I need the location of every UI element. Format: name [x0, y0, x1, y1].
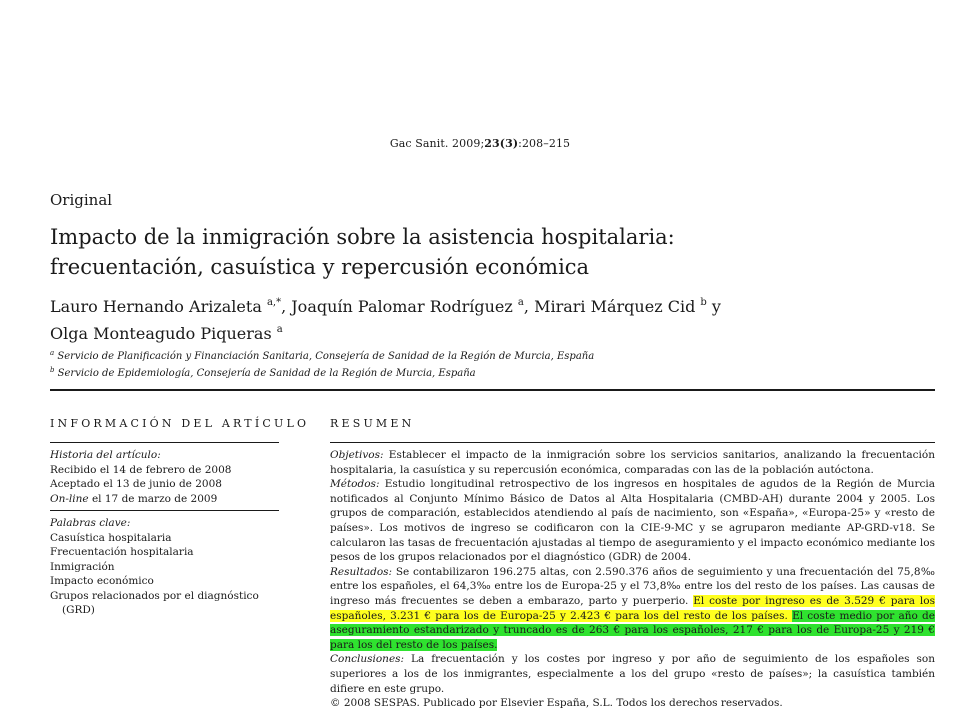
author-1-affil: a,* [266, 297, 282, 308]
affiliation-b: $^b$ Servicio de Epidemiología, Consejería de Sanidad de la Región de Murcia, España [50, 365, 476, 379]
keyword: Grupos relacionados por el diagnóstico [50, 589, 259, 602]
highlight-green: El coste medio por año de aseguramiento estandarizado y truncado es de 263 € para los españoles, 217 € para los de Europa-25 y 219 € para los del resto de los países. [330, 609, 935, 651]
article-info-heading: INFORMACIÓN DEL ARTÍCULO [50, 417, 310, 430]
authors-line-1 [50, 291, 721, 318]
keywords [50, 516, 279, 618]
keyword: Impacto económico [50, 575, 154, 587]
author-2-affil: a [517, 297, 524, 308]
citation-pages: :208–215 [518, 137, 571, 150]
keyword: Inmigración [50, 560, 115, 573]
copyright: © 2008 SESPAS. Publicado por Elsevier España, S.L. Todos los derechos reservados. [330, 697, 783, 710]
citation-prefix: Gac Sanit. 2009; [389, 137, 485, 150]
author-4-affil: a [276, 324, 283, 335]
article-history [50, 448, 279, 506]
author-4: Olga Monteagudo Piqueras [50, 324, 272, 343]
authors-line-2 [50, 318, 721, 345]
keyword: Casuística hospitalaria [50, 531, 172, 544]
author-1: Lauro Hernando Arizaleta [50, 297, 262, 316]
affiliation-a: $^a$ Servicio de Planificación y Financiación Sanitaria, Consejería de Sanidad de la Región de Murcia, España [50, 349, 595, 362]
history-online: On-line el 17 de marzo de 2009 [50, 492, 218, 505]
affiliations [50, 347, 594, 380]
keyword: Frecuentación hospitalaria [50, 546, 194, 558]
abstract-heading: RESUMEN [330, 417, 415, 430]
journal-citation [0, 137, 960, 150]
title-line-2: frecuentación, casuística y repercusión económica [50, 255, 590, 279]
history-received: Recibido el 14 de febrero de 2008 [50, 463, 232, 476]
history-rule [50, 510, 279, 511]
info-heading-rule [50, 442, 279, 443]
header-divider [50, 389, 935, 391]
objetivos-label: Objetivos: [330, 449, 384, 461]
article-title [50, 222, 675, 282]
abstract-body [330, 448, 935, 711]
resultados-label: Resultados: [330, 565, 393, 578]
citation-volume-issue: 23(3) [484, 137, 519, 150]
abstract-conclusiones: Conclusiones: La frecuentación y los costes por ingreso y por año de seguimiento de los españoles son superiores a los de los inmigrantes, especialmente a los del grupo «resto de países»; la casuística también difiere en este grupo. [330, 653, 935, 695]
conclusiones-label: Conclusiones: [330, 653, 405, 666]
author-2: , Joaquín Palomar Rodríguez [281, 297, 513, 316]
author-list [50, 291, 721, 345]
highlight-yellow: El coste por ingreso es de 3.529 € para los españoles, 3.231 € para los de Europa-25 y 2.423 € para los del resto de los países. [330, 594, 935, 622]
keywords-label: Palabras clave: [50, 517, 131, 529]
abstract-heading-rule [330, 442, 935, 443]
metodos-label: Métodos: [330, 478, 380, 491]
history-accepted: Aceptado el 13 de junio de 2008 [50, 478, 222, 490]
author-conjunction: y [706, 297, 721, 316]
author-3-affil: b [700, 297, 707, 308]
abstract-resultados: Resultados: Se contabilizaron 196.275 altas, con 2.590.376 años de seguimiento y una frecuentación del 75,8‰ entre los españoles, el 64,3‰ entre los de Europa-25 y el 73,8‰ entre los del resto de los países. Las causas de ingreso más frecuentes se deben a embarazo, parto y puerperio. El coste por ingreso es de 3.529 € para los españoles, 3.231 € para los de Europa-25 y 2.423 € para los del resto de los países. El coste medio por año de aseguramiento estandarizado y truncado es de 263 € para los españoles, 217 € para los de Europa-25 y 219 € para los del resto de los países. [330, 565, 935, 651]
keyword: (GRD) [62, 604, 95, 616]
abstract-objetivos: Objetivos: Establecer el impacto de la inmigración sobre los servicios sanitarios, analizando la frecuentación hospitalaria, la casuística y su repercusión económica, comparadas con las de la población autóctona. [330, 449, 935, 476]
title-line-1: Impacto de la inmigración sobre la asistencia hospitalaria: [50, 225, 675, 249]
abstract-metodos: Métodos: Estudio longitudinal retrospectivo de los ingresos en hospitales de agudos de la Región de Murcia notificados al Conjunto Mínimo Básico de Datos al Alta Hospitalaria (CMBD-AH) durante 2004 y 2005. Los grupos de comparación, establecidos atendiendo al país de nacimiento, son «España», «Europa-25» y «resto de países». Los motivos de ingreso se codificaron con la CIE-9-MC y se agruparon mediante AP-GRD-v18. Se calcularon las tasas de frecuentación ajustadas al tiempo de aseguramiento y el impacto económico mediante los pesos de los grupos relacionados por el diagnóstico (GDR) de 2004. [330, 478, 935, 564]
author-3: , Mirari Márquez Cid [523, 297, 696, 316]
section-type: Original [50, 191, 113, 209]
history-label: Historia del artículo: [50, 449, 161, 461]
